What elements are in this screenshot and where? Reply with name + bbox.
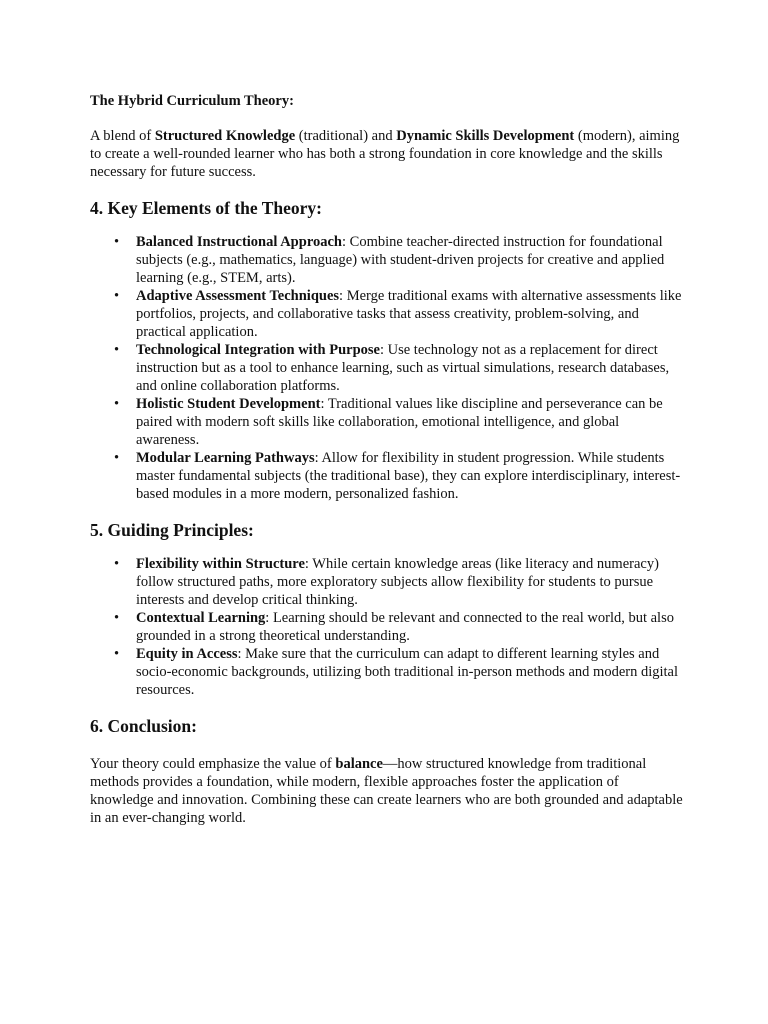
intro-bold-structured-knowledge: Structured Knowledge bbox=[154, 128, 296, 144]
list-item-text: : Traditional values like discipline and perseverance can be paired with modern soft skills like collaboration, emotional intelligence, and global awareness. bbox=[136, 396, 663, 448]
document-page bbox=[90, 92, 685, 827]
document-title: The Hybrid Curriculum Theory: bbox=[90, 93, 294, 109]
guiding-principles-heading: 5. Guiding Principles: bbox=[90, 520, 254, 540]
list-item-text: : Allow for flexibility in student progression. While students master fundamental subjects (the traditional base), they can explore interdisciplinary, interest-based modules in a more modern, personalized fashion. bbox=[136, 450, 681, 502]
bullet-icon: • bbox=[114, 288, 120, 304]
list-item-text: : Combine teacher-directed instruction for foundational subjects (e.g., mathematics, language) with student-driven projects for creative and applied learning (e.g., STEM, arts). bbox=[136, 234, 665, 286]
list-item-term: Technological Integration with Purpose bbox=[136, 342, 380, 358]
list-item-term: Contextual Learning bbox=[136, 610, 266, 626]
bullet-icon: • bbox=[114, 556, 120, 572]
list-item bbox=[114, 395, 685, 449]
list-item-text: : Use technology not as a replacement for direct instruction but as a tool to enhance learning, such as virtual simulations, research databases, and online collaboration platforms. bbox=[136, 342, 670, 394]
bullet-icon: • bbox=[114, 234, 120, 250]
intro-bold-dynamic-skills: Dynamic Skills Development bbox=[396, 128, 575, 144]
list-item bbox=[114, 555, 685, 609]
intro-text-3: (modern), aiming to create a well-rounded learner who has both a strong foundation in core knowledge and the skills necessary for future success. bbox=[90, 128, 680, 180]
guiding-principles-list bbox=[90, 555, 685, 699]
list-item bbox=[114, 287, 685, 341]
bullet-icon: • bbox=[114, 610, 120, 626]
list-item bbox=[114, 341, 685, 395]
bullet-icon: • bbox=[114, 450, 120, 466]
list-item-term: Equity in Access bbox=[136, 646, 238, 662]
bullet-icon: • bbox=[114, 342, 120, 358]
intro-text-1: A blend of bbox=[90, 128, 155, 144]
conclusion-paragraph bbox=[90, 755, 685, 827]
conclusion-text-2: —how structured knowledge from traditional methods provides a foundation, while modern, flexible approaches foster the application of knowledge and innovation. Combining these can create learners who are both grounded and adaptable in an ever-changing world. bbox=[90, 756, 683, 826]
list-item bbox=[114, 645, 685, 699]
list-item-term: Adaptive Assessment Techniques bbox=[136, 288, 340, 304]
list-item-term: Holistic Student Development bbox=[136, 396, 321, 412]
conclusion-heading: 6. Conclusion: bbox=[90, 716, 197, 736]
key-elements-list bbox=[90, 233, 685, 503]
list-item bbox=[114, 449, 685, 503]
conclusion-bold-balance: balance bbox=[335, 756, 383, 772]
bullet-icon: • bbox=[114, 396, 120, 412]
list-item-term: Modular Learning Pathways bbox=[136, 450, 315, 466]
list-item-term: Balanced Instructional Approach bbox=[136, 234, 342, 250]
list-item bbox=[114, 233, 685, 287]
list-item-text: : Make sure that the curriculum can adapt to different learning styles and socio-economic backgrounds, utilizing both traditional in-person methods and modern digital resources. bbox=[136, 646, 679, 698]
list-item-text: : While certain knowledge areas (like literacy and numeracy) follow structured paths, more exploratory subjects allow flexibility for students to pursue interests and develop critical thinking. bbox=[136, 556, 659, 608]
list-item-text: : Merge traditional exams with alternative assessments like portfolios, projects, and collaborative tasks that assess creativity, problem-solving, and practical application. bbox=[136, 288, 682, 340]
list-item-term: Flexibility within Structure bbox=[136, 556, 305, 572]
bullet-icon: • bbox=[114, 646, 120, 662]
list-item bbox=[114, 609, 685, 645]
key-elements-heading: 4. Key Elements of the Theory: bbox=[90, 198, 323, 218]
intro-paragraph bbox=[90, 127, 685, 181]
conclusion-text-1: Your theory could emphasize the value of bbox=[90, 756, 336, 772]
intro-text-2: (traditional) and bbox=[295, 128, 397, 144]
list-item-text: : Learning should be relevant and connected to the real world, but also grounded in a strong theoretical understanding. bbox=[136, 610, 674, 644]
